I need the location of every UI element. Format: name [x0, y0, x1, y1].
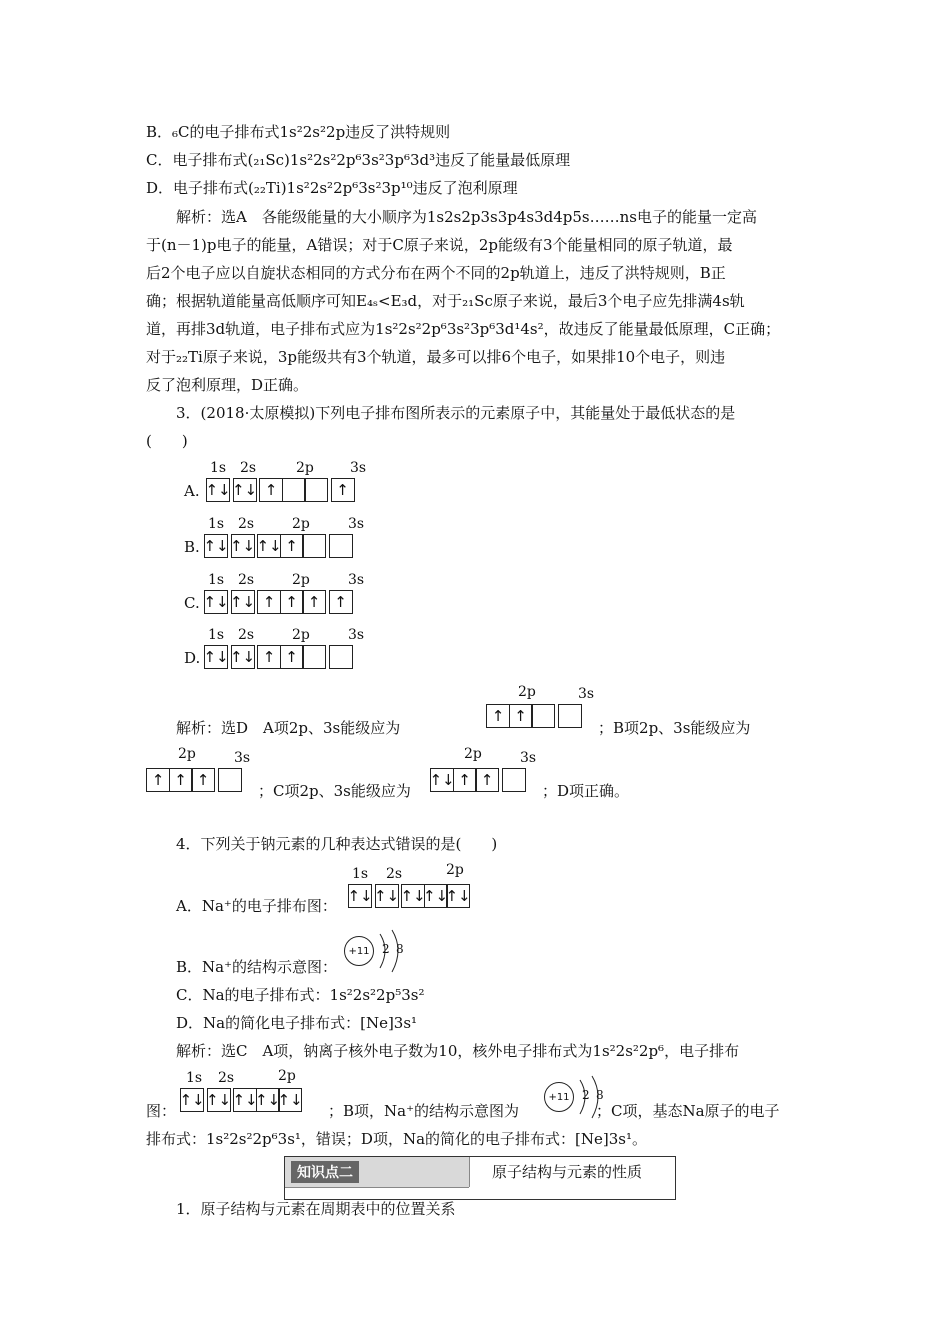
label-1s: 1s — [186, 1070, 203, 1086]
answer-4-line: 排布式：1s²2s²2p⁶3s¹，错误；D项，Na的简化的电子排布式：[Ne]3s¹。 — [146, 1130, 647, 1148]
label-2p: 2p — [446, 862, 464, 878]
label-2s: 2s — [386, 866, 403, 882]
label-1s: 1s — [210, 460, 227, 476]
label-2p: 2p — [178, 746, 196, 762]
option-b-text: B．₆C的电子排布式1s²2s²2p违反了洪特规则 — [146, 123, 451, 141]
label-1s: 1s — [352, 866, 369, 882]
explanation-line: 解析：选A 各能级能量的大小顺序为1s2s2p3s3p4s3d4p5s……ns电子的能量一定高 — [176, 208, 757, 226]
label-2p: 2p — [292, 627, 310, 643]
orbital-boxes: ↑↓ ↑↓ ↑ ↑ — [206, 478, 353, 502]
option-a-text: A．Na⁺的电子排布图： — [176, 897, 337, 915]
label-1s: 1s — [208, 572, 225, 588]
label-2s: 2s — [238, 516, 255, 532]
orbital-boxes: ↑↓ ↑↓ ↑ ↑ — [204, 645, 351, 669]
label-3s: 3s — [520, 750, 537, 766]
orbital-boxes: ↑↓ ↑ ↑ — [430, 768, 524, 792]
label-2s: 2s — [218, 1070, 235, 1086]
shell-count: 8 — [396, 942, 404, 956]
section-header — [284, 1156, 676, 1200]
label-2p: 2p — [292, 516, 310, 532]
label-2p: 2p — [464, 746, 482, 762]
orbital-boxes: ↑↓ ↑↓ ↑↓ ↑ — [204, 534, 351, 558]
question-3: 3．(2018·太原模拟)下列电子排布图所表示的元素原子中，其能量处于最低状态的是 — [176, 404, 736, 422]
nucleus: +11 — [544, 1082, 574, 1112]
answer-4-text: 图： — [146, 1102, 177, 1120]
shell-count: 8 — [596, 1088, 604, 1102]
option-c-text: C．Na的电子排布式：1s²2s²2p⁵3s² — [176, 986, 425, 1004]
label-2s: 2s — [238, 572, 255, 588]
question-3-paren: ( ) — [146, 432, 188, 450]
answer-3-text: ；B项2p、3s能级应为 — [598, 719, 751, 737]
subsection-heading: 1．原子结构与元素在周期表中的位置关系 — [176, 1200, 456, 1218]
answer-4-line: 解析：选C A项，钠离子核外电子数为10，核外电子排布式为1s²2s²2p⁶，电子排布 — [176, 1042, 740, 1060]
answer-4-text: ；C项，基态Na原子的电子 — [596, 1102, 780, 1120]
answer-4-text: ；B项，Na⁺的结构示意图为 — [328, 1102, 520, 1120]
orbital-boxes: ↑ ↑ — [486, 704, 580, 728]
answer-3-text: ；D项正确。 — [542, 782, 630, 800]
option-d-text: D．Na的简化电子排布式：[Ne]3s¹ — [176, 1014, 418, 1032]
answer-3-text: ；C项2p、3s能级应为 — [258, 782, 411, 800]
label-3s: 3s — [348, 627, 365, 643]
orbital-boxes: ↑↓ ↑↓ ↑↓ ↑↓ ↑↓ — [180, 1088, 301, 1112]
divider — [285, 1187, 469, 1188]
label-2s: 2s — [238, 627, 255, 643]
label-1s: 1s — [208, 516, 225, 532]
option-b-text: B．Na⁺的结构示意图： — [176, 958, 338, 976]
option-letter: D. — [184, 649, 201, 667]
label-2s: 2s — [240, 460, 257, 476]
explanation-line: 于(n－1)p电子的能量，A错误；对于C原子来说，2p能级有3个能量相同的原子轨道，最 — [146, 236, 733, 254]
orbital-boxes: ↑↓ ↑↓ ↑ ↑ ↑ ↑ — [204, 590, 351, 614]
option-letter: C. — [184, 594, 200, 612]
section-tag-bg — [285, 1157, 470, 1187]
label-2p: 2p — [292, 572, 310, 588]
label-3s: 3s — [578, 686, 595, 702]
label-1s: 1s — [208, 627, 225, 643]
option-letter: B. — [184, 538, 200, 556]
section-title: 原子结构与元素的性质 — [492, 1163, 643, 1181]
label-2p: 2p — [278, 1068, 296, 1084]
nucleus: +11 — [344, 936, 374, 966]
label-3s: 3s — [234, 750, 251, 766]
explanation-line: 对于₂₂Ti原子来说，3p能级共有3个轨道，最多可以排6个电子，如果排10个电子，则违 — [146, 348, 726, 366]
na-ion-structure — [344, 928, 414, 974]
label-2p: 2p — [518, 684, 536, 700]
label-3s: 3s — [350, 460, 367, 476]
orbital-boxes: ↑ ↑ ↑ — [146, 768, 240, 792]
option-letter: A. — [184, 482, 200, 500]
option-d-text: D．电子排布式(₂₂Ti)1s²2s²2p⁶3s²3p¹⁰违反了泡利原理 — [146, 179, 518, 197]
orbital-boxes: ↑↓ ↑↓ ↑↓ ↑↓ ↑↓ — [348, 884, 469, 908]
label-3s: 3s — [348, 516, 365, 532]
question-4: 4．下列关于钠元素的几种表达式错误的是( ) — [176, 835, 498, 853]
answer-3-line: 解析：选D A项2p、3s能级应为 — [176, 719, 401, 737]
label-2p: 2p — [296, 460, 314, 476]
label-3s: 3s — [348, 572, 365, 588]
section-tag: 知识点二 — [291, 1161, 359, 1183]
explanation-line: 道，再排3d轨道，电子排布式应为1s²2s²2p⁶3s²3p⁶3d¹4s²，故违反了能量最低原理，C正确； — [146, 320, 781, 338]
explanation-line: 反了泡利原理，D正确。 — [146, 376, 309, 394]
explanation-line: 确；根据轨道能量高低顺序可知E₄ₛ<E₃d，对于₂₁Sc原子来说，最后3个电子应先排满4s轨 — [146, 292, 745, 310]
shell-count: 2 — [582, 1088, 590, 1102]
explanation-line: 后2个电子应以自旋状态相同的方式分布在两个不同的2p轨道上，违反了洪特规则，B正 — [146, 264, 726, 282]
option-c-text: C．电子排布式(₂₁Sc)1s²2s²2p⁶3s²3p⁶3d³违反了能量最低原理 — [146, 151, 571, 169]
shell-count: 2 — [382, 942, 390, 956]
